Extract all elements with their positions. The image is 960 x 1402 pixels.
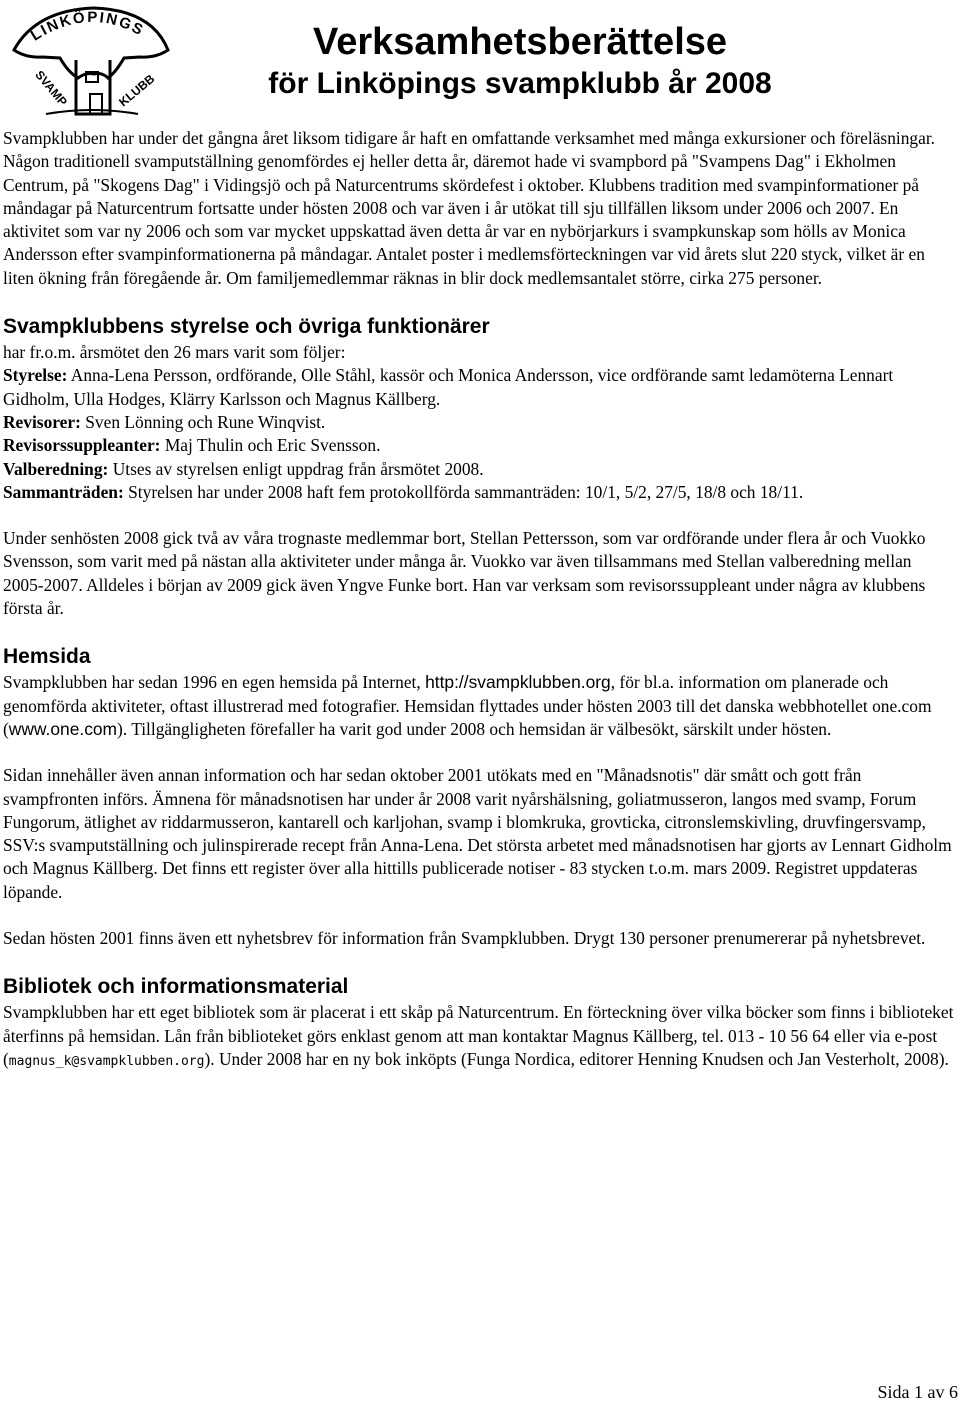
page-title: Verksamhetsberättelse [312,21,728,63]
website-paragraph-3: Sedan hösten 2001 finns även ett nyhetsbrev för information från Svampklubben. Drygt 130 personer prenumererar på nyhetsbrevet. [3,928,926,949]
website-paragraph-2: Sidan innehåller även annan information och har sedan oktober 2001 utökats med en "Månadsnotis" där smått och gott från svampfronten införs. Ämnena för månadsnotisen har under år 2008 varit nyårshälsning, goliatmusseron, langos med svamp, Forum Fungorum, ätlighet av riddarmusseron, kantarell och karljohan, svamp i blomkruka, grovticka, citronslemskivling, druvfingersvamp, SSV:s svamputställning och julinspirerade recept från Anna-Lena. Det största arbetet med månadsnotisen har gjorts av Lennart Gidholm och Magnus Källberg. Det finns ett register över alla hittills publicerade notiser - 83 stycken t.o.m. mars 2009. Registret uppdateras löpande. [3,765,952,902]
styrelse-text: Anna-Lena Persson, ordförande, Olle Ståhl, kassör och Monica Andersson, vice ordförande samt ledamöterna Lennart Gidholm, Ulla Hodges, Klärry Karlsson och Magnus Källberg. [3,365,894,409]
library-heading: Bibliotek och informationsmaterial [3,975,349,999]
board-sammantraden [3,481,955,504]
website-paragraph-1 [3,671,955,741]
board-heading: Svampklubbens styrelse och övriga funktionärer [3,315,490,339]
suppleanter-label: Revisorssuppleanter: [3,435,161,456]
library-paragraph [3,1001,955,1073]
sammantraden-text: Styrelsen har under 2008 haft fem protokollförda sammanträden: 10/1, 5/2, 27/5, 18/8 och 18/11. [123,481,804,502]
page-number: Sida 1 av 6 [877,1382,958,1402]
library-text-a: Svampklubben har ett eget bibliotek som är placerat i ett skåp på Naturcentrum. En förteckning över vilka böcker som finns i biblioteket återfinns på hemsidan. Lån från biblioteket görs enklast genom att man kontaktar Magnus Källberg, tel. 013 - 10 56 64 eller via e-post ( [3,1002,954,1069]
intro-paragraph: Svampklubben har under det gångna året liksom tidigare år haft en omfattande verksamhet med många exkursioner och föreläsningar. Någon traditionell svamputställning genomfördes ej heller detta år, däremot hade vi svampbord på "Svampens Dag" i Ekholmen Centrum, på "Skogens Dag" i Vidingsjö och på Naturcentrums skördefest i oktober. Klubbens tradition med svampinformationer på måndagar på Naturcentrum fortsatte under hösten 2008 och var även i år utökat till sju tillfällen liksom under 2006 och 2007. En aktivitet som var ny 2006 och som var mycket uppskattad även detta år var en nybörjarkurs i svampkunskap som hölls av Monica Andersson efter svampinformationerna på måndagar. Antalet poster i medlemsförteckningen var vid årets slut 220 styck, vilket är en liten ökning från föregående år. Om familjemedlemmar räknas in blir dock medlemsantalet större, cirka 275 personer. [3,128,936,288]
board-revisorer [3,411,955,434]
sammantraden-label: Sammanträden: [3,481,124,502]
logo-left-text: SVAMP [32,67,70,109]
board-valberedning [3,458,955,481]
revisorer-text: Sven Lönning och Rune Winqvist. [80,411,326,432]
revisorer-label: Revisorer: [3,411,81,432]
website-text-a: Svampklubben har sedan 1996 en egen hemsida på Internet, [3,672,426,693]
board-suppleanter [3,434,955,457]
suppleanter-text: Maj Thulin och Eric Svensson. [160,435,381,456]
styrelse-label: Styrelse: [3,365,68,386]
memorial-paragraph: Under senhösten 2008 gick två av våra trognaste medlemmar bort, Stellan Pettersson, som var ordförande under flera år och Vuokko Svensson, som varit med på nästan alla aktiviteter under många år. Vuokko var även tillsammans med Stellan valberedning mellan 2005-2007. Alldeles i början av 2009 gick även Yngve Funke bort. Han var verksam som revisorssuppleant under några av klubbens första år. [3,528,926,619]
board-intro: har fr.o.m. årsmötet den 26 mars varit som följer: [3,342,346,363]
document-body [3,127,955,1073]
logo-right-text: KLUBB [116,71,158,110]
board-styrelse [3,364,955,411]
title-block [240,18,800,102]
valberedning-label: Valberedning: [3,458,109,479]
page-subtitle: för Linköpings svampklubb år 2008 [268,67,772,100]
email-link[interactable]: magnus_k@svampklubben.org [8,1053,205,1069]
logo-arc-text: LINKÖPINGS [27,8,148,45]
website-text-c: ). Tillgängligheten förefaller ha varit god under 2008 och hemsidan är välbesökt, särskilt under hösten. [117,718,832,739]
website-text-b: , för bl.a. information om planerade och genomförda aktiviteter, oftast illustrerad med fotografier. Hemsidan flyttades under hösten 2003 till det danska webbhotellet one.com ( [3,672,932,739]
valberedning-text: Utses av styrelsen enligt uppdrag från årsmötet 2008. [108,458,484,479]
website-link[interactable]: http://svampklubben.org [425,672,611,693]
library-text-b: ). Under 2008 har en ny bok inköpts (Funga Nordica, editorer Henning Knudsen och Jan Vesterholt, 2008). [204,1048,949,1069]
website-heading: Hemsida [3,645,91,669]
onecom-link[interactable]: www.one.com [8,718,118,739]
club-logo [6,2,176,120]
